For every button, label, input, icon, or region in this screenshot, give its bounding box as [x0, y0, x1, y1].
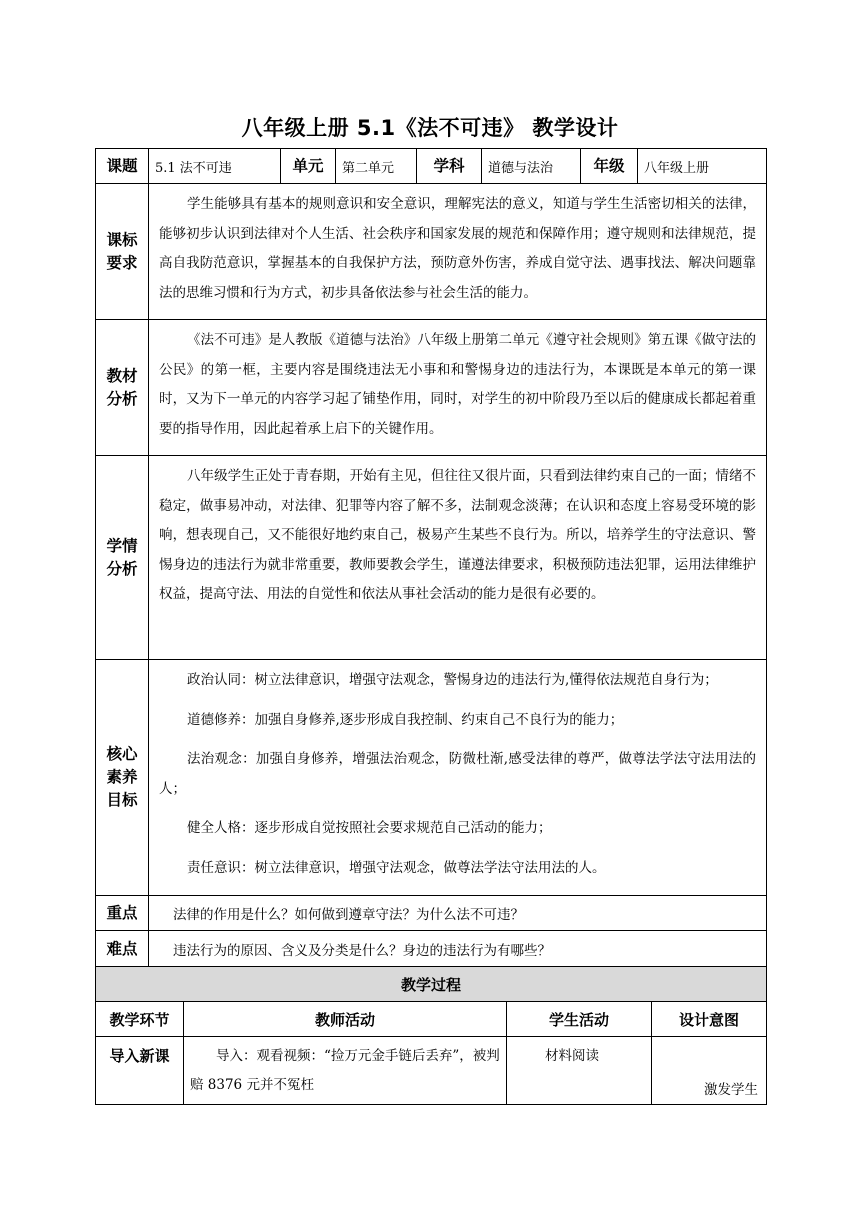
grade-value: 八年级上册: [638, 149, 767, 184]
info-header-row: [96, 149, 767, 184]
core-item: 政治认同：树立法律意识，增强守法观念，警惕身边的违法行为,懂得依法规范自身行为；: [187, 672, 718, 688]
material-text: 《法不可违》是人教版《道德与法治》八年级上册第二单元《遵守社会规则》第五课《做守法的公民》的第一框，主要内容是围绕违法无小事和和警惕身边的违法行为，本课既是本单元的第一课时，又为下一单元的内容学习起了铺垫作用，同时，对学生的初中阶段乃至以后的健康成长都起着重要的指导作用，因此起着承上启下的关键作用。: [159, 332, 756, 437]
student-activity: 材料阅读: [507, 1037, 652, 1105]
students-label: 学情分析: [96, 456, 149, 660]
lesson-info-table: [95, 148, 767, 968]
key-points-text: 法律的作用是什么？如何做到遵章守法？为什么法不可违？: [149, 896, 767, 931]
core-item: 健全人格：逐步形成自觉按照社会要求规范自己活动的能力；: [187, 820, 552, 837]
students-text: 八年级学生正处于青春期，开始有主见，但往往又很片面，只看到法律约束自己的一面；情绪不稳定，做事易冲动，对法律、犯罪等内容了解不多，法制观念淡薄；在认识和态度上容易受环境的影响，想表现自己，又不能很好地约束自己，极易产生某些不良行为。所以，培养学生的守法意识、警惕身边的违法行为就非常重要，教师要教会学生，谨遵法律要求，积极预防违法犯罪，运用法律维护权益，提高守法、用法的自觉性和依法从事社会活动的能力是很有必要的。: [159, 468, 756, 603]
core-item: 责任意识：树立法律意识，增强守法观念，做尊法学法守法用法的人。: [187, 859, 606, 876]
core-cell: [149, 660, 767, 896]
material-cell: [149, 320, 767, 456]
subject-value: 道德与法治: [482, 149, 581, 184]
key-points-label: 重点: [96, 896, 149, 931]
teacher-activity: 导入：观看视频：“捡万元金手链后丢弃”，被判赔 8376 元并不冤枉: [184, 1037, 507, 1105]
process-title: 教学过程: [96, 967, 767, 1002]
grade-label: 年级: [581, 149, 638, 184]
header-student: 学生活动: [507, 1002, 652, 1037]
material-label: 教材分析: [96, 320, 149, 456]
design-intent: 激发学生: [652, 1037, 767, 1105]
header-stage: 教学环节: [96, 1002, 184, 1037]
process-row: [96, 1037, 767, 1105]
standards-cell: [149, 184, 767, 320]
page-title: 八年级上册 5.1《法不可违》 教学设计: [241, 116, 619, 140]
difficulties-label: 难点: [96, 931, 149, 968]
core-item: 法治观念：加强自身修养，增强法治观念，防微杜渐,感受法律的尊严，做尊法学法守法用法的人；: [159, 751, 756, 797]
students-cell: [149, 456, 767, 660]
course-value: 5.1 法不可违: [149, 149, 281, 184]
key-points-row: [96, 896, 767, 931]
unit-value: 第二单元: [336, 149, 417, 184]
difficulties-row: [96, 931, 767, 968]
header-intent: 设计意图: [652, 1002, 767, 1037]
difficulties-text: 违法行为的原因、含义及分类是什么？身边的违法行为有哪些？: [149, 931, 767, 968]
core-row: [96, 660, 767, 896]
process-title-row: [96, 967, 767, 1002]
process-header-row: [96, 1002, 767, 1037]
subject-label: 学科: [417, 149, 482, 184]
material-row: [96, 320, 767, 456]
standards-label: 课标要求: [96, 184, 149, 320]
students-row: [96, 456, 767, 660]
course-label: 课题: [96, 149, 149, 184]
standards-text: 学生能够具有基本的规则意识和安全意识，理解宪法的意义，知道与学生生活密切相关的法律，能够初步认识到法律对个人生活、社会秩序和国家发展的规范和保障作用；遵守规则和法律规范，提高自我防范意识，掌握基本的自我保护方法，预防意外伤害，养成自觉守法、遇事找法、解决问题靠法的思维习惯和行为方式，初步具备依法参与社会生活的能力。: [159, 196, 756, 301]
core-item: 道德修养：加强自身修养,逐步形成自我控制、约束自己不良行为的能力；: [187, 711, 624, 728]
core-label: 核心素养目标: [96, 660, 149, 896]
unit-label: 单元: [281, 149, 336, 184]
standards-row: [96, 184, 767, 320]
stage-cell: 导入新课: [96, 1037, 184, 1105]
header-teacher: 教师活动: [184, 1002, 507, 1037]
process-table: [95, 966, 767, 1105]
